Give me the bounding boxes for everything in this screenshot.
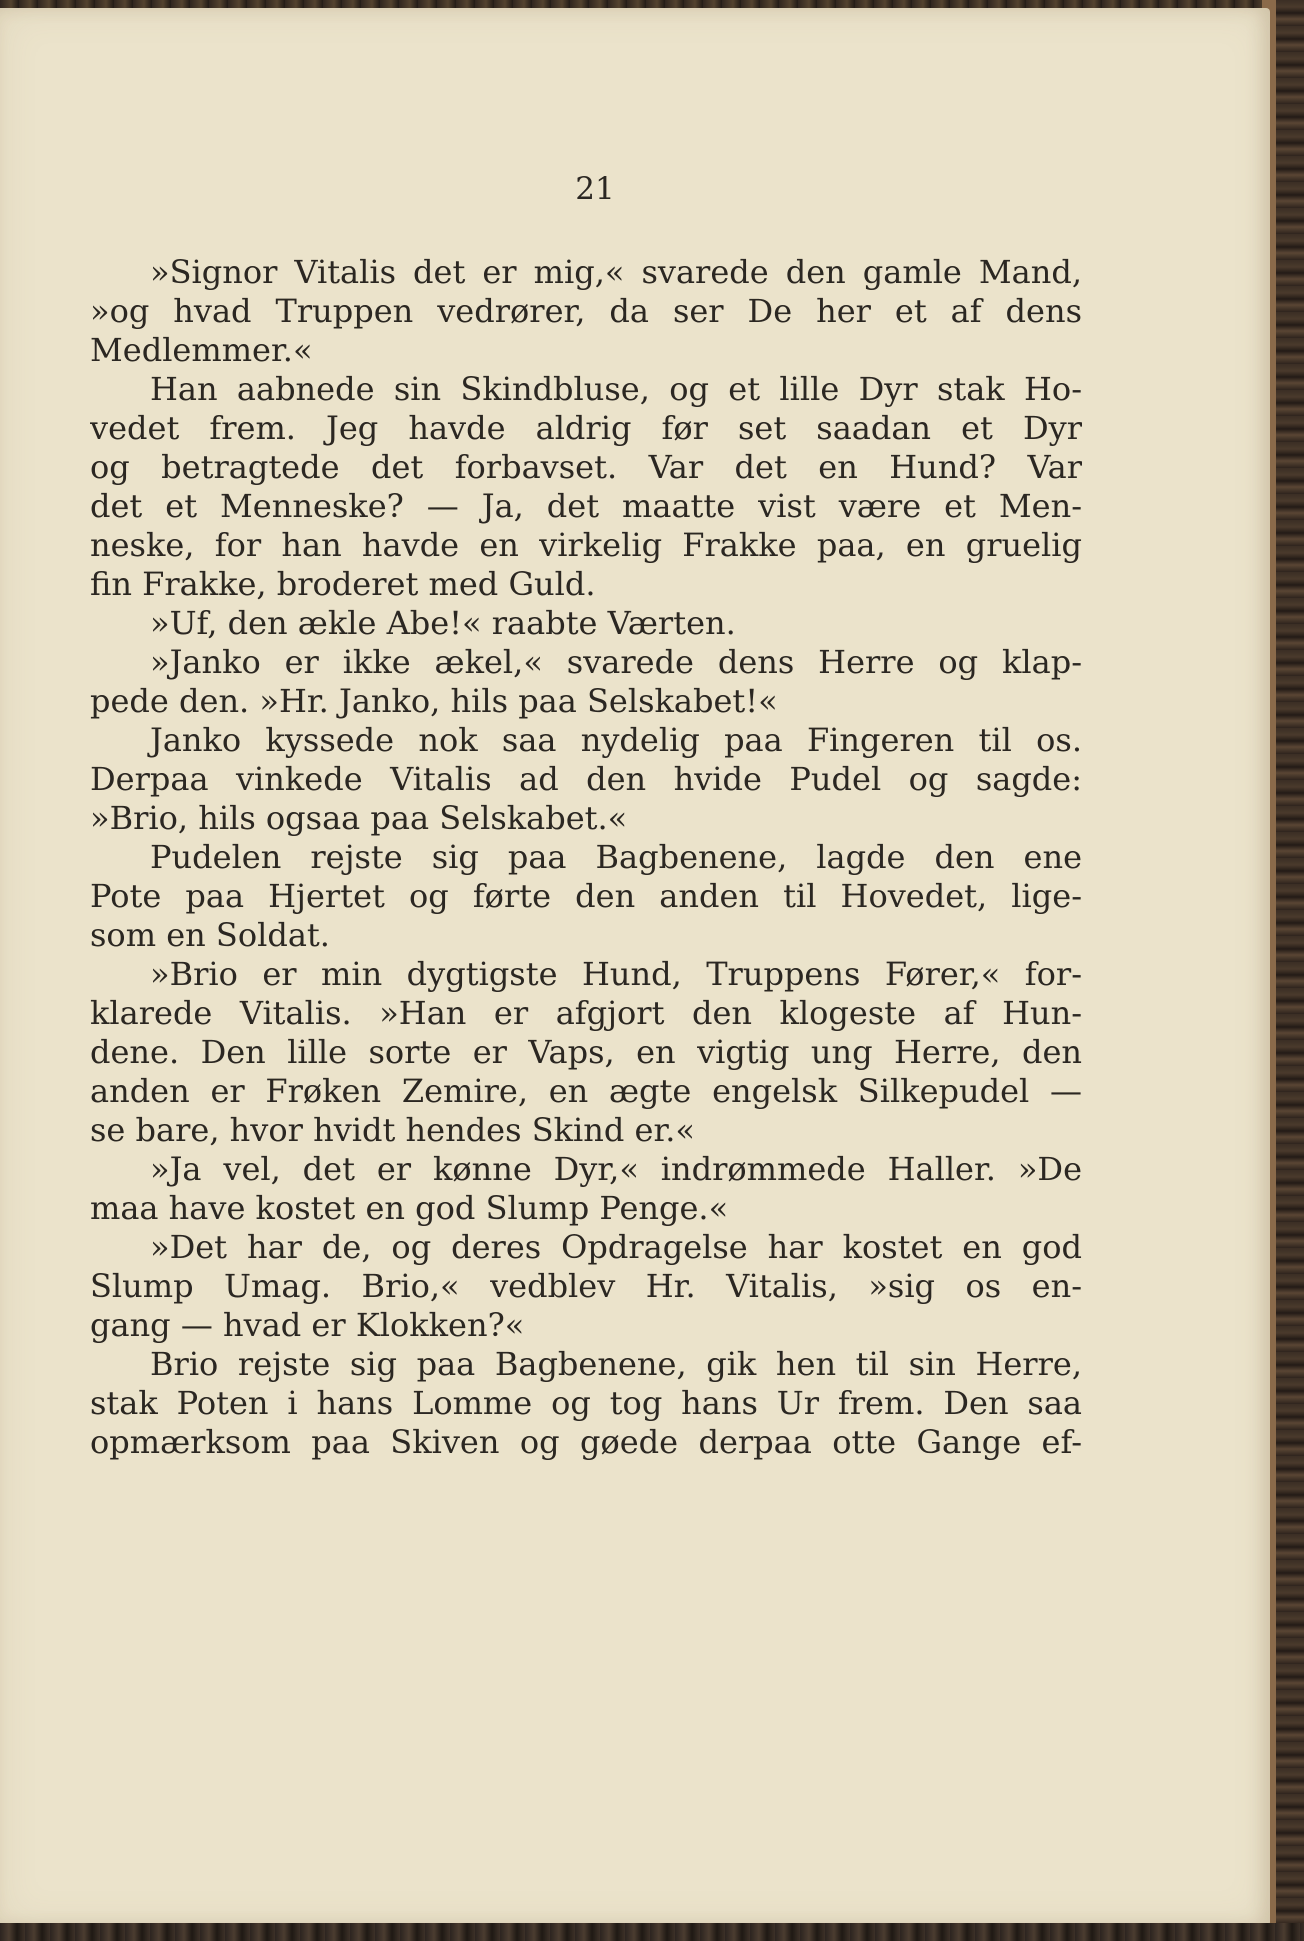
text-line: Derpaa vinkede Vitalis ad den hvide Pudel og sagde: [90, 760, 1082, 798]
text-line: Brio rejste sig paa Bagbenene, gik hen til sin Herre, [150, 1345, 1082, 1383]
text-line: »Ja vel, det er kønne Dyr,« indrømmede Haller. »De [150, 1150, 1082, 1188]
text-line: »Det har de, og deres Opdragelse har kostet en god [150, 1228, 1082, 1266]
text-line: »Janko er ikke ækel,« svarede dens Herre og klap- [150, 643, 1082, 681]
text-line: klarede Vitalis. »Han er afgjort den klogeste af Hun- [90, 994, 1082, 1032]
page-number: 21 [575, 171, 615, 207]
text-line: »Signor Vitalis det er mig,« svarede den gamle Mand, [150, 253, 1082, 291]
text-line: Pudelen rejste sig paa Bagbenene, lagde den ene [150, 838, 1082, 876]
text-line: opmærksom paa Skiven og gøede derpaa otte Gange ef- [90, 1423, 1082, 1461]
text-line: pede den. »Hr. Janko, hils paa Selskabet!« [90, 682, 778, 720]
text-line: »Brio, hils ogsaa paa Selskabet.« [90, 799, 628, 837]
text-line: stak Poten i hans Lomme og tog hans Ur frem. Den saa [90, 1384, 1082, 1422]
text-line: anden er Frøken Zemire, en ægte engelsk Silkepudel — [90, 1072, 1082, 1110]
text-line: »og hvad Truppen vedrører, da ser De her et af dens [90, 292, 1082, 330]
text-line: neske, for han havde en virkelig Frakke paa, en gruelig [90, 526, 1082, 564]
text-line: dene. Den lille sorte er Vaps, en vigtig ung Herre, den [90, 1033, 1082, 1071]
text-line: Medlemmer.« [90, 331, 313, 369]
text-line: »Brio er min dygtigste Hund, Truppens Fører,« for- [150, 955, 1082, 993]
text-line: se bare, hvor hvidt hendes Skind er.« [90, 1111, 695, 1149]
text-line: det et Menneske? — Ja, det maatte vist være et Men- [90, 487, 1082, 525]
page-text [90, 253, 1082, 1462]
text-line: gang — hvad er Klokken?« [90, 1306, 525, 1344]
book-bottom-edge [0, 1923, 1304, 1941]
text-line: Janko kyssede nok saa nydelig paa Fingeren til os. [150, 721, 1082, 759]
book-page [0, 8, 1270, 1926]
text-line: Slump Umag. Brio,« vedblev Hr. Vitalis, »sig os en- [90, 1267, 1082, 1305]
text-line: vedet frem. Jeg havde aldrig før set saadan et Dyr [90, 409, 1082, 447]
text-line: maa have kostet en god Slump Penge.« [90, 1189, 729, 1227]
text-line: fin Frakke, broderet med Guld. [90, 565, 596, 603]
text-line: og betragtede det forbavset. Var det en Hund? Var [90, 448, 1082, 486]
text-line: Han aabnede sin Skindbluse, og et lille Dyr stak Ho- [150, 370, 1082, 408]
text-line: »Uf, den ækle Abe!« raabte Værten. [150, 604, 736, 642]
text-line: som en Soldat. [90, 916, 330, 954]
text-line: Pote paa Hjertet og førte den anden til Hovedet, lige- [90, 877, 1082, 915]
